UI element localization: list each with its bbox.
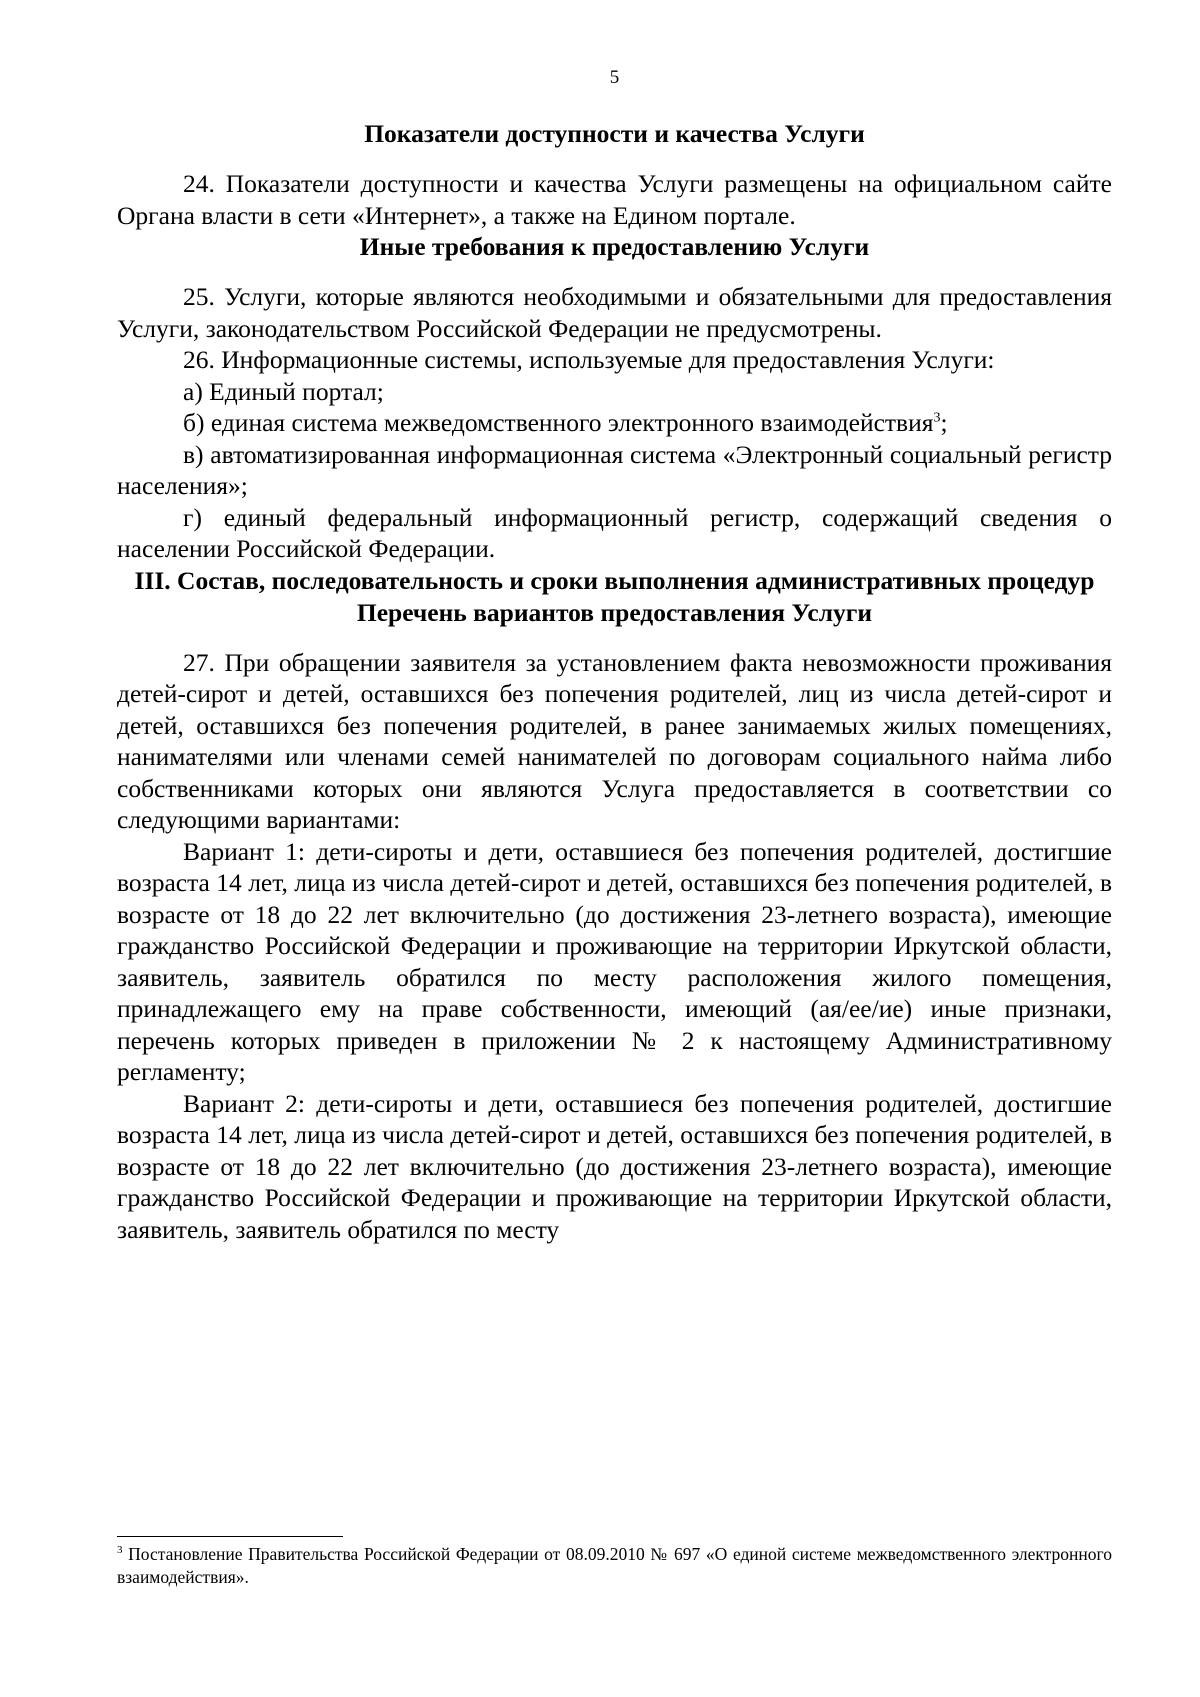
variant-1: Вариант 1: дети-сироты и дети, оставшиеся без попечения родителей, достигшие возраста 14 лет, лица из числа детей-сирот и детей, оставшихся без попечения родителей, в возрасте от 18 до 22 лет включительно (до достижения 23-летнего возраста), имеющие гражданство Российской Федерации и проживающие на территории Иркутской области, заявитель, заявитель обратился по месту расположения жилого помещения, принадлежащего ему на праве собственности, имеющий (ая/ее/ие) иные признаки, перечень которых приведен в приложении № 2 к настоящему Административному регламенту; [117,836,1112,1086]
list-item-b-text: б) единая система межведомственного электронного взаимодействия [183,408,934,437]
footnote-text: Постановление Правительства Российской Федерации от 08.09.2010 № 697 «О единой системе межведомственного электронного взаимодействия». [117,1544,1112,1587]
list-item-a: а) Единый портал; [183,376,384,406]
footnote-marker: 3 [117,1544,123,1557]
paragraph-24: 24. Показатели доступности и качества Услуги размещены на официальном сайте Органа власти в сети «Интернет», а также на Едином портале. [117,169,1112,230]
heading-variants: Перечень вариантов предоставления Услуги [356,597,873,627]
paragraph-26: 26. Информационные системы, используемые для предоставления Услуги: [183,345,995,374]
variant-2: Вариант 2: дети-сироты и дети, оставшиеся без попечения родителей, достигшие возраста 14 лет, лица из числа детей-сирот и детей, оставшихся без попечения родителей, в возрасте от 18 до 22 лет включительно (до достижения 23-летнего возраста), имеющие гражданство Российской Федерации и проживающие на территории Иркутской области, заявитель, заявитель обратился по месту [117,1088,1112,1244]
footnote-separator [117,1536,343,1537]
chapter-heading: III. Состав, последовательность и сроки выполнения административных процедур [134,565,1095,595]
list-item-b [117,407,1112,439]
page-number: 5 [609,67,620,88]
list-item-g: г) единый федеральный информационный регистр, содержащий сведения о населении Российской Федерации. [117,502,1112,563]
footnote [117,1543,1112,1588]
heading-availability: Показатели доступности и качества Услуги [364,119,865,148]
heading-other-requirements: Иные требования к предоставлению Услуги [359,232,870,261]
list-item-v: в) автоматизированная информационная система «Электронный социальный регистр населения»; [117,439,1112,500]
paragraph-27: 27. При обращении заявителя за установлением факта невозможности проживания детей-сирот и детей, оставшихся без попечения родителей, лиц из числа детей-сирот и детей, оставшихся без попечения родителей, в ранее занимаемых жилых помещениях, нанимателями или членами семей нанимателей по договорам социального найма либо собственниками которых они являются Услуга предоставляется в соответствии со следующими вариантами: [117,647,1112,834]
paragraph-25: 25. Услуги, которые являются необходимыми и обязательными для предоставления Услуги, законодательством Российской Федерации не предусмотрены. [117,282,1112,343]
list-item-b-end: ; [940,408,948,437]
footnote-area [117,1536,1112,1588]
footnote-reference: 3 [933,410,941,426]
